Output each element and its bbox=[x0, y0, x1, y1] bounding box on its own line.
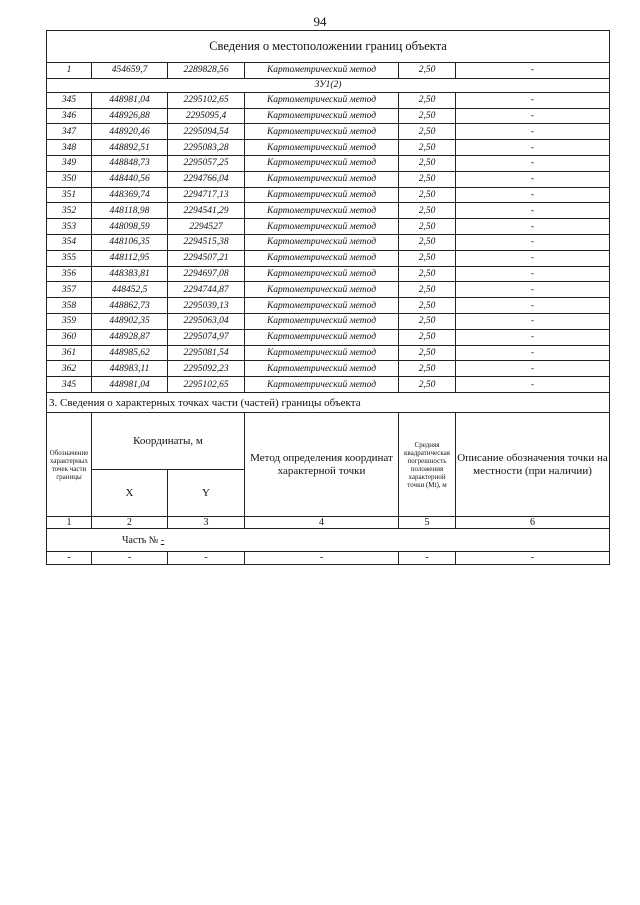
cell: 360 bbox=[47, 329, 92, 345]
cell: 2,50 bbox=[399, 298, 456, 314]
cell: 2,50 bbox=[399, 361, 456, 377]
cell: 448981,04 bbox=[92, 377, 168, 393]
table-row bbox=[47, 140, 610, 156]
table-row bbox=[47, 234, 610, 250]
header-description: Описание обозначения точки на местности (при наличии) bbox=[456, 413, 610, 517]
cell: 353 bbox=[47, 219, 92, 235]
cell: 2294507,21 bbox=[168, 250, 245, 266]
cell: 2294541,29 bbox=[168, 203, 245, 219]
cell: Картометрический метод bbox=[245, 282, 399, 298]
cell: 2294697,08 bbox=[168, 266, 245, 282]
table-row bbox=[47, 377, 610, 393]
cell: 448985,62 bbox=[92, 345, 168, 361]
cell: 350 bbox=[47, 171, 92, 187]
cell: 448928,87 bbox=[92, 329, 168, 345]
contour-subheading: ЗУ1(2) bbox=[47, 78, 610, 92]
table-row bbox=[47, 313, 610, 329]
cell: Картометрический метод bbox=[245, 377, 399, 393]
cell: Картометрический метод bbox=[245, 203, 399, 219]
cell: Картометрический метод bbox=[245, 234, 399, 250]
cell: - bbox=[456, 187, 610, 203]
cell: 2294527 bbox=[168, 219, 245, 235]
table-row bbox=[47, 187, 610, 203]
cell: 2,50 bbox=[399, 203, 456, 219]
cell: 448983,11 bbox=[92, 361, 168, 377]
cell: 2,50 bbox=[399, 234, 456, 250]
table-row bbox=[47, 250, 610, 266]
table-row bbox=[47, 361, 610, 377]
cell: 5 bbox=[399, 517, 456, 529]
cell: 448452,5 bbox=[92, 282, 168, 298]
part-number: - bbox=[160, 534, 165, 546]
cell: Картометрический метод bbox=[245, 63, 399, 79]
table-row bbox=[47, 92, 610, 108]
cell: 2,50 bbox=[399, 108, 456, 124]
cell: - bbox=[456, 63, 610, 79]
cell: - bbox=[456, 155, 610, 171]
cell: 448848,73 bbox=[92, 155, 168, 171]
cell: - bbox=[456, 234, 610, 250]
cell: - bbox=[399, 552, 456, 565]
cell: 2289828,56 bbox=[168, 63, 245, 79]
cell: 448862,73 bbox=[92, 298, 168, 314]
section3-title: 3. Сведения о характерных точках части (частей) границы объекта bbox=[47, 393, 610, 413]
cell: 351 bbox=[47, 187, 92, 203]
cell: 2295074,97 bbox=[168, 329, 245, 345]
cell: 448098,59 bbox=[92, 219, 168, 235]
cell: - bbox=[92, 552, 168, 565]
cell: 448902,35 bbox=[92, 313, 168, 329]
cell: 2294717,13 bbox=[168, 187, 245, 203]
cell: 3 bbox=[168, 517, 245, 529]
cell: 2,50 bbox=[399, 155, 456, 171]
header-method: Метод определения координат характерной точки bbox=[245, 413, 399, 517]
cell: 354 bbox=[47, 234, 92, 250]
cell: - bbox=[245, 552, 399, 565]
cell: 349 bbox=[47, 155, 92, 171]
page-number: 94 bbox=[313, 14, 327, 29]
cell: - bbox=[456, 171, 610, 187]
section-title: Сведения о местоположении границ объекта bbox=[47, 31, 610, 63]
cell: - bbox=[456, 92, 610, 108]
table-row bbox=[47, 108, 610, 124]
cell: 2295039,13 bbox=[168, 298, 245, 314]
cell: 448383,81 bbox=[92, 266, 168, 282]
cell: 346 bbox=[47, 108, 92, 124]
table-row bbox=[47, 63, 610, 79]
table-row bbox=[47, 124, 610, 140]
cell: 448920,46 bbox=[92, 124, 168, 140]
part-points-table bbox=[46, 392, 610, 565]
cell: Картометрический метод bbox=[245, 313, 399, 329]
table-row bbox=[47, 329, 610, 345]
cell: 362 bbox=[47, 361, 92, 377]
cell: 2,50 bbox=[399, 92, 456, 108]
table-row bbox=[47, 266, 610, 282]
cell: - bbox=[456, 219, 610, 235]
table-row bbox=[47, 171, 610, 187]
header-x: X bbox=[92, 470, 168, 517]
header-designation: Обозначение характерных точек части границы bbox=[47, 413, 92, 517]
table-row bbox=[47, 155, 610, 171]
cell: 2,50 bbox=[399, 377, 456, 393]
cell: 1 bbox=[47, 517, 92, 529]
cell: 345 bbox=[47, 92, 92, 108]
cell: 448112,95 bbox=[92, 250, 168, 266]
cell: 2,50 bbox=[399, 266, 456, 282]
cell: - bbox=[456, 140, 610, 156]
cell: 2295092,23 bbox=[168, 361, 245, 377]
cell: - bbox=[456, 282, 610, 298]
cell: 356 bbox=[47, 266, 92, 282]
cell: Картометрический метод bbox=[245, 250, 399, 266]
cell: 448106,35 bbox=[92, 234, 168, 250]
cell: Картометрический метод bbox=[245, 155, 399, 171]
cell: - bbox=[47, 552, 92, 565]
cell: Картометрический метод bbox=[245, 171, 399, 187]
cell: 2295094,54 bbox=[168, 124, 245, 140]
header-y: Y bbox=[168, 470, 245, 517]
cell: 352 bbox=[47, 203, 92, 219]
cell: - bbox=[456, 108, 610, 124]
cell: 2,50 bbox=[399, 329, 456, 345]
cell: 357 bbox=[47, 282, 92, 298]
cell: 2,50 bbox=[399, 171, 456, 187]
cell: 361 bbox=[47, 345, 92, 361]
table-row bbox=[47, 282, 610, 298]
cell: 358 bbox=[47, 298, 92, 314]
cell: - bbox=[456, 250, 610, 266]
cell: 2294766,04 bbox=[168, 171, 245, 187]
cell: - bbox=[456, 298, 610, 314]
cell: - bbox=[456, 345, 610, 361]
cell: 2,50 bbox=[399, 140, 456, 156]
cell: 2,50 bbox=[399, 187, 456, 203]
table-row bbox=[47, 219, 610, 235]
cell: 2295102,65 bbox=[168, 92, 245, 108]
cell: 2295102,65 bbox=[168, 377, 245, 393]
cell: 2,50 bbox=[399, 250, 456, 266]
cell: 448892,51 bbox=[92, 140, 168, 156]
cell: 2295083,28 bbox=[168, 140, 245, 156]
cell: 448369,74 bbox=[92, 187, 168, 203]
header-error: Средняя квадратическая погрешность положения характерной точки (Mt), м bbox=[399, 413, 456, 517]
cell: 345 bbox=[47, 377, 92, 393]
table-row bbox=[47, 345, 610, 361]
cell: 347 bbox=[47, 124, 92, 140]
cell: - bbox=[456, 377, 610, 393]
cell: 448118,98 bbox=[92, 203, 168, 219]
cell: 4 bbox=[245, 517, 399, 529]
cell: - bbox=[456, 552, 610, 565]
cell: 355 bbox=[47, 250, 92, 266]
cell: 454659,7 bbox=[92, 63, 168, 79]
cell: 1 bbox=[47, 63, 92, 79]
table-row bbox=[47, 203, 610, 219]
cell: Картометрический метод bbox=[245, 345, 399, 361]
cell: Картометрический метод bbox=[245, 329, 399, 345]
cell: 2,50 bbox=[399, 219, 456, 235]
cell: - bbox=[456, 329, 610, 345]
cell: 2,50 bbox=[399, 282, 456, 298]
cell: 2294744,87 bbox=[168, 282, 245, 298]
cell: 448981,04 bbox=[92, 92, 168, 108]
boundary-table bbox=[46, 30, 610, 393]
cell: - bbox=[456, 266, 610, 282]
cell: Картометрический метод bbox=[245, 108, 399, 124]
cell: Картометрический метод bbox=[245, 298, 399, 314]
cell: Картометрический метод bbox=[245, 361, 399, 377]
cell: 2295057,25 bbox=[168, 155, 245, 171]
cell: - bbox=[456, 313, 610, 329]
cell: 2,50 bbox=[399, 124, 456, 140]
part-label: Часть № - bbox=[47, 529, 610, 552]
cell: 2295063,04 bbox=[168, 313, 245, 329]
cell: 2 bbox=[92, 517, 168, 529]
cell: 359 bbox=[47, 313, 92, 329]
cell: 348 bbox=[47, 140, 92, 156]
cell: 2294515,38 bbox=[168, 234, 245, 250]
table-row bbox=[47, 552, 610, 565]
cell: 6 bbox=[456, 517, 610, 529]
header-coordinates: Координаты, м bbox=[92, 413, 245, 470]
cell: Картометрический метод bbox=[245, 187, 399, 203]
cell: 2,50 bbox=[399, 63, 456, 79]
cell: 2295081,54 bbox=[168, 345, 245, 361]
column-numbers-row bbox=[47, 517, 610, 529]
cell: 2,50 bbox=[399, 313, 456, 329]
cell: 448440,56 bbox=[92, 171, 168, 187]
cell: Картометрический метод bbox=[245, 266, 399, 282]
cell: Картометрический метод bbox=[245, 140, 399, 156]
cell: 448926,88 bbox=[92, 108, 168, 124]
cell: Картометрический метод bbox=[245, 92, 399, 108]
cell: 2,50 bbox=[399, 345, 456, 361]
cell: - bbox=[456, 361, 610, 377]
cell: - bbox=[456, 124, 610, 140]
cell: - bbox=[168, 552, 245, 565]
table-row bbox=[47, 298, 610, 314]
cell: Картометрический метод bbox=[245, 219, 399, 235]
cell: Картометрический метод bbox=[245, 124, 399, 140]
cell: 2295095,4 bbox=[168, 108, 245, 124]
cell: - bbox=[456, 203, 610, 219]
